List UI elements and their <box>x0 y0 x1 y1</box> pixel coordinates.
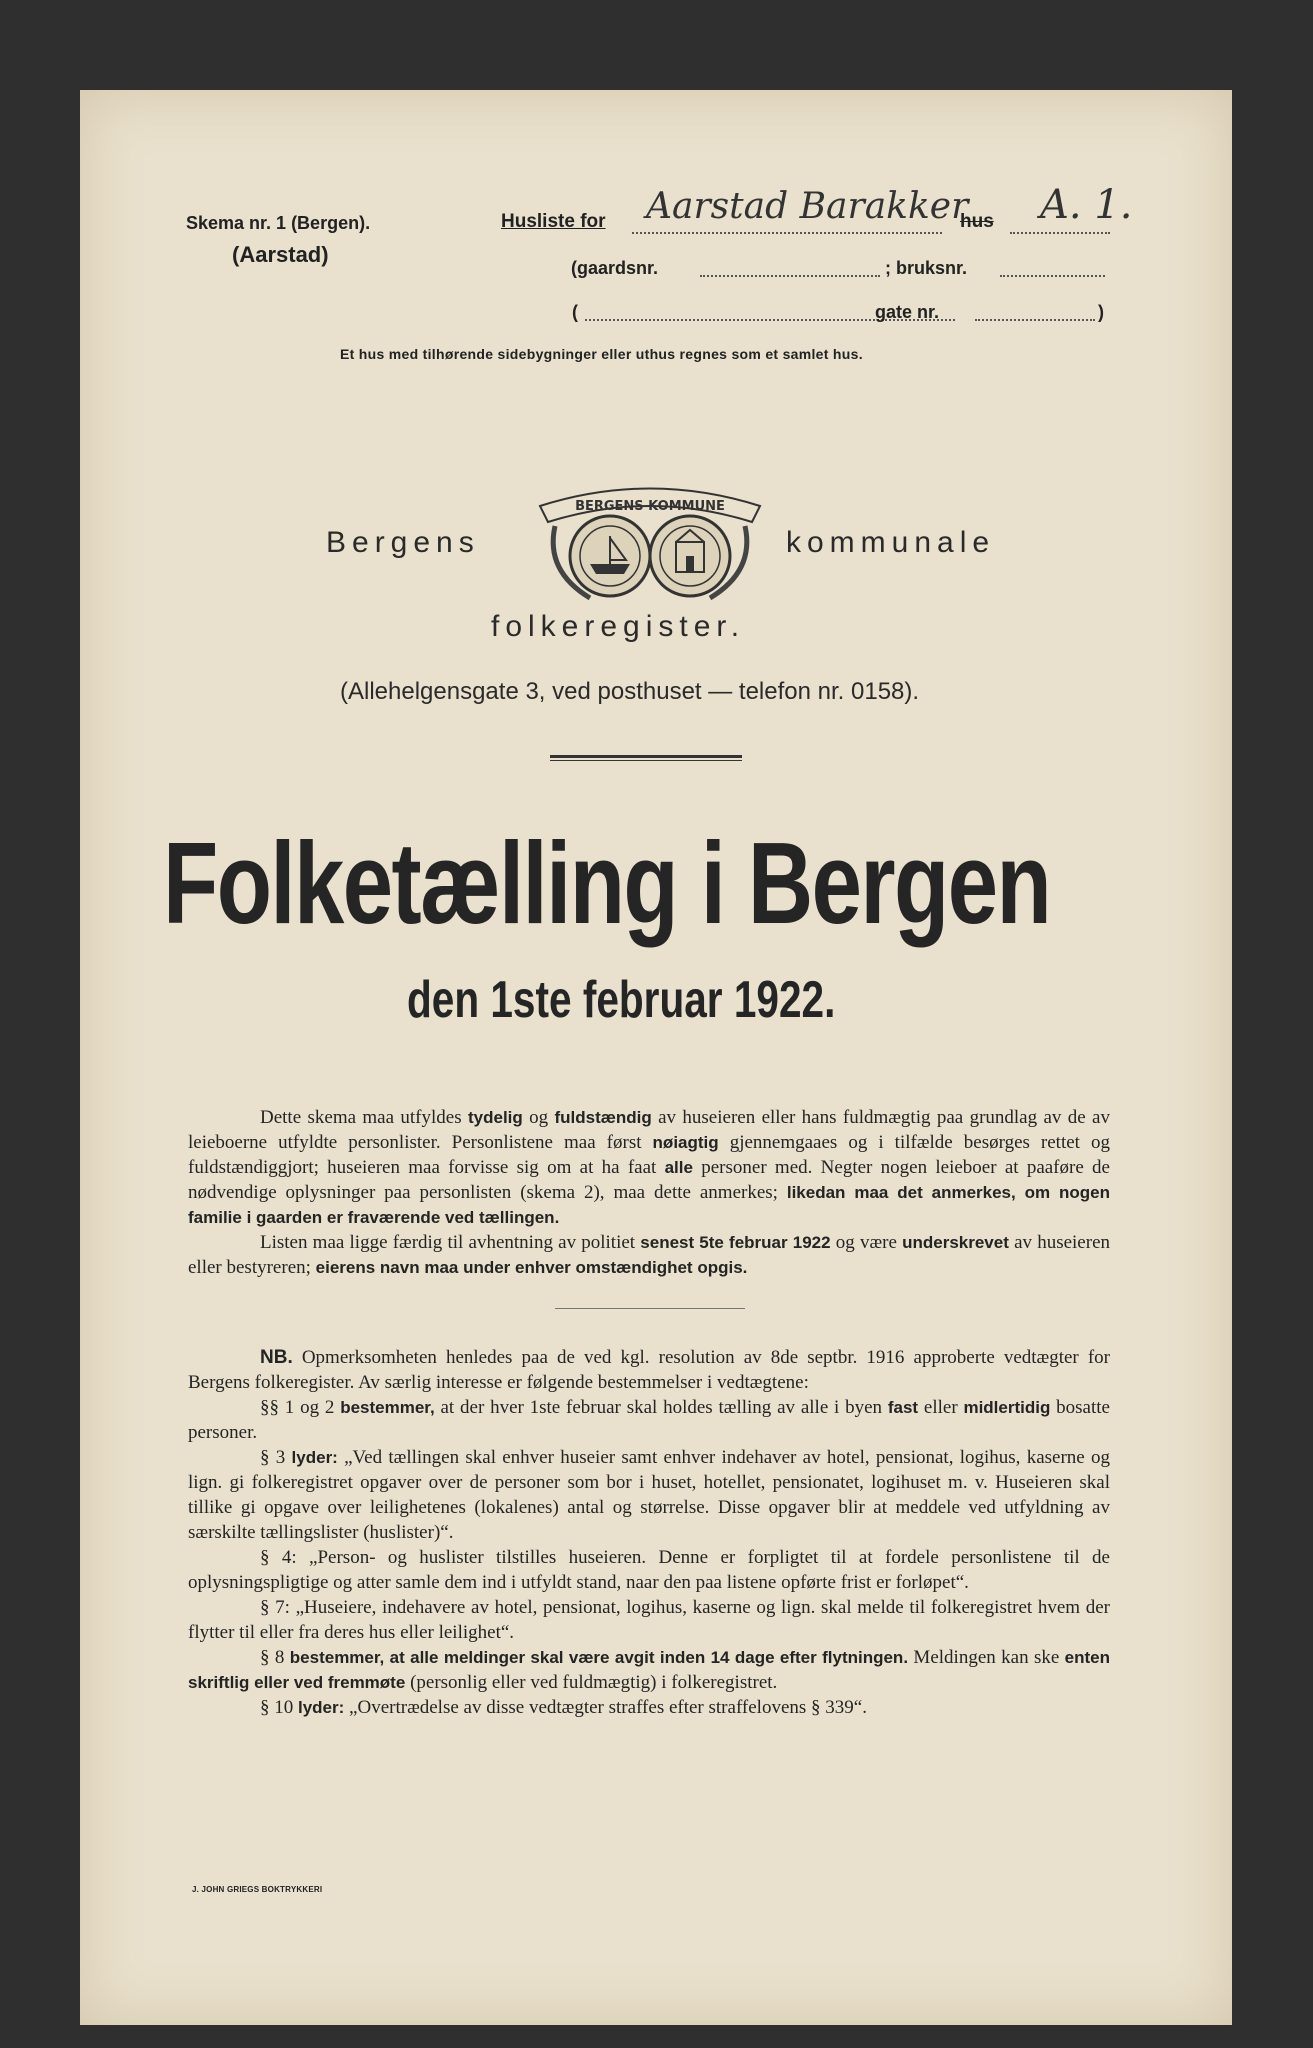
regulations-block <box>188 1345 1110 1720</box>
instruction-paragraph-2: Listen maa ligge færdig til avhentning av politiet senest 5te februar 1922 og være underskrevet av huseieren eller bestyreren; eierens navn maa under enhver omstændighet opgis. <box>188 1232 1111 1278</box>
section-1-2: §§ 1 og 2 bestemmer, at der hver 1ste februar skal holdes tælling av alle i byen fast eller midlertidig bosatte personer. <box>188 1397 1110 1443</box>
double-rule <box>550 755 742 761</box>
hus-handwritten-value: A. 1. <box>1040 182 1133 228</box>
section-8: § 8 bestemmer, at alle meldinger skal være avgit inden 14 dage efter flytningen. Meldingen kan ske enten skriftlig eller ved fremmøte (personlig eller ved fuldmægtig) i folkeregistret. <box>188 1647 1111 1693</box>
house-definition-note: Et hus med tilhørende sidebygninger eller uthus regnes som et samlet hus. <box>340 346 863 362</box>
office-address: (Allehelgensgate 3, ved posthuset — telefon nr. 0158). <box>340 678 920 705</box>
seal-ribbon-text: BERGENS KOMMUNE <box>575 499 725 514</box>
hus-label: hus <box>960 211 994 232</box>
schema-label: Skema nr. 1 (Bergen). <box>186 213 371 233</box>
seal-emblem-icon <box>530 476 770 608</box>
gate-nr-field-line <box>975 319 1095 321</box>
instructions-block <box>188 1105 1110 1280</box>
census-form-page <box>80 90 1232 2025</box>
gate-nr-label: gate nr. <box>875 302 940 322</box>
office-word-kommunale: kommunale <box>786 526 996 559</box>
section-10: § 10 lyder: „Overtrædelse av disse vedtægter straffes efter straffelovens § 339“. <box>260 1697 867 1718</box>
husliste-handwritten-value: Aarstad Barakker <box>646 186 969 227</box>
section-4: § 4: „Person- og huslister tilstilles huseieren. Denne er forpligtet til at fordele personlistene til de oplysningspligtige og atter samle dem ind i utfyldt stand, naar den paa listene opførte frist er forløpet“. <box>188 1547 1110 1593</box>
section-separator <box>555 1308 745 1309</box>
nb-intro: NB. Opmerksomheten henledes paa de ved kgl. resolution av 8de septbr. 1916 approberte vedtægter for Bergens folkeregister. Av særlig interesse er følgende bestemmelser i vedtægtene: <box>188 1347 1110 1393</box>
printer-imprint: J. JOHN GRIEGS BOKTRYKKERI <box>192 1885 323 1894</box>
gaardsnr-field-line <box>700 275 880 277</box>
main-title: Folketælling i Bergen <box>163 818 1051 948</box>
bergens-kommune-seal <box>530 476 770 608</box>
office-word-folkeregister: folkeregister. <box>491 610 746 643</box>
section-3: § 3 lyder: „Ved tællingen skal enhver huseier samt enhver indehaver av hotel, pensionat, logihus, kaserne og lign. gi folkeregistret opgaver over de personer som bor i huset, hotellet, pensionatet, logihuset m. v. Huseieren skal tillike gi opgave over leilighetenes (lokalenes) antal og størrelse. Disse opgaver blir at meddele ved utfyldning av særskilte tællingslister (huslister)“. <box>188 1447 1110 1543</box>
husliste-field-line <box>632 232 942 234</box>
census-date: den 1ste februar 1922. <box>407 971 836 1029</box>
open-paren: ( <box>572 302 578 322</box>
instruction-paragraph-1: Dette skema maa utfyldes tydelig og fuldstændig av huseieren eller hans fuldmægtig paa grundlag av de av leieboerne utfyldte personlister. Personlistene maa først nøiagtig gjennemgaaes og i tilfælde besørges rettet og fuldstændiggjort; huseieren maa forvisse sig om at ha faat alle personer med. Negter nogen leieboer at paaføre de nødvendige oplysninger paa personlisten (skema 2), maa dette anmerkes; likedan maa det anmerkes, om nogen familie i gaarden er fraværende ved tællingen. <box>188 1107 1110 1227</box>
hus-field-line <box>1010 232 1110 234</box>
bruksnr-label: ; bruksnr. <box>885 258 968 278</box>
office-word-bergens: Bergens <box>326 526 480 559</box>
gaardsnr-label: (gaardsnr. <box>571 258 659 278</box>
husliste-label: Husliste for <box>501 211 606 232</box>
district-label: (Aarstad) <box>232 242 329 267</box>
close-paren: ) <box>1098 302 1104 322</box>
section-7: § 7: „Huseiere, indehavere av hotel, pensionat, logihus, kaserne og lign. skal melde til folkeregistret hvem der flytter til eller fra deres hus eller leilighet“. <box>188 1597 1110 1643</box>
bruksnr-field-line <box>1000 275 1105 277</box>
